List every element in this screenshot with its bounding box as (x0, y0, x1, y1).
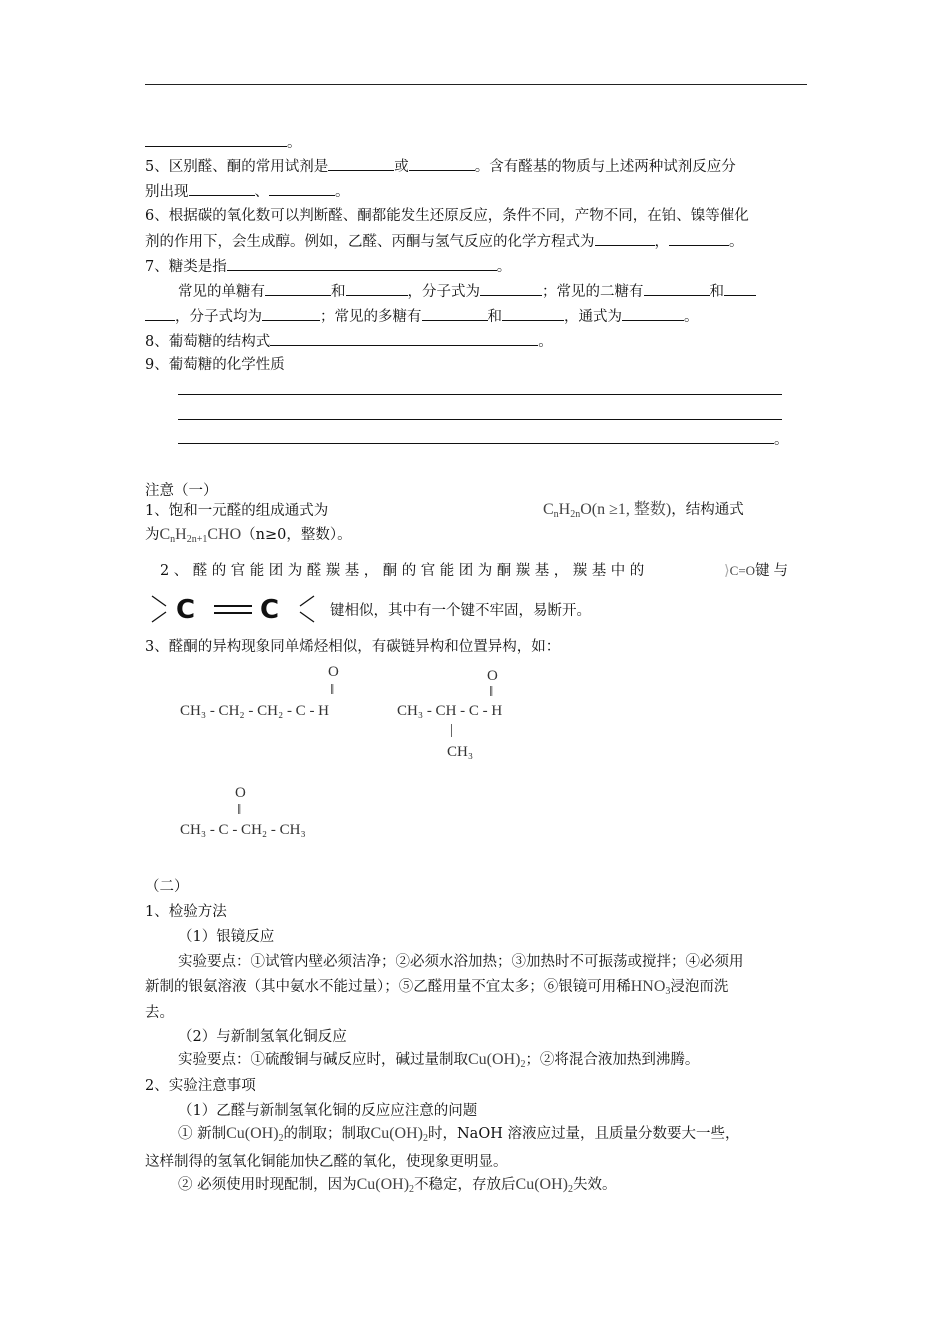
q6-text: 。 (729, 234, 744, 250)
note2-p2 (178, 1050, 699, 1072)
formula-sub: 2n+1 (186, 534, 208, 545)
q7-text: 7、糖类是指 (145, 259, 227, 275)
note-text: 失效。 (572, 1177, 617, 1193)
blank[interactable] (328, 156, 394, 171)
note2-h2-1: （1）乙醛与新制氢氧化铜的反应应注意的问题 (178, 1103, 478, 1119)
q9-text: 。 (774, 432, 789, 448)
q7-text: ；常见的多糖有 (320, 309, 422, 325)
note-text: 浸泡而洗 (670, 979, 729, 995)
q7-text: 。 (684, 309, 699, 325)
note2-p3-line2: 这样制得的氢氧化铜能加快乙醛的氧化，使现象更明显。 (145, 1154, 508, 1170)
q7-text: ，分子式为 (407, 284, 480, 300)
header-rule (145, 84, 807, 85)
q6-text: ， (654, 234, 669, 250)
q5-line1 (145, 156, 736, 177)
q7-text: 。 (496, 259, 512, 275)
formula-cuoh2: Cu(OH) (226, 1125, 279, 1142)
q7-line3 (145, 306, 699, 327)
note-text: （n≥0，整数）。 (241, 527, 352, 543)
note-text: 不稳定，存放后 (414, 1177, 516, 1193)
formula-cuoh2: Cu(OH) (370, 1125, 423, 1142)
formula-general (543, 500, 744, 522)
q8-line (145, 331, 553, 352)
blank[interactable] (178, 429, 774, 444)
blank[interactable] (622, 306, 684, 321)
note2-h1-1: （1）银镜反应 (178, 929, 275, 945)
blank[interactable] (189, 181, 255, 196)
note1-p2-line1 (160, 561, 649, 581)
note2-p1-line1: 实验要点：①试管内壁必须洁净；②必须水浴加热；③加热时不可振荡或搅拌；④必须用 (178, 954, 744, 970)
formula-sub: n (170, 534, 176, 545)
note2-p1-line2 (145, 977, 728, 999)
blank[interactable] (269, 181, 335, 196)
blank[interactable] (178, 405, 782, 420)
blank[interactable] (145, 306, 175, 321)
formula-sub: n (553, 509, 559, 520)
q8-text: 。 (538, 334, 553, 350)
note2-p3-line1 (178, 1124, 739, 1146)
svg-text:C: C (260, 595, 280, 625)
blank[interactable] (262, 306, 320, 321)
q7-line2 (178, 281, 756, 302)
blank[interactable] (346, 281, 408, 296)
q9-line: 9、葡萄糖的化学性质 (145, 357, 285, 373)
note-text: 2、醛的官能团为醛羰基，酮的官能团为酮羰基，羰基中的 (160, 563, 649, 579)
top-fill-line (145, 132, 302, 153)
note-text: 为 (145, 527, 160, 543)
note2-h1: 1、检验方法 (145, 904, 227, 920)
formula-sub: 3 (665, 986, 671, 997)
formula-cuoh2: Cu(OH) (515, 1176, 568, 1193)
q5-text: 别出现 (145, 184, 189, 200)
blank[interactable] (270, 331, 538, 346)
formula-cho: CHO (207, 526, 242, 543)
formula-o: O(n ≥1, 整数) (580, 501, 672, 518)
note1-p2-line2: 键相似，其中有一个键不牢固，易断开。 (330, 603, 591, 619)
note-text: 1、饱和一元醛的组成通式为 (145, 503, 329, 519)
note-text: ① 新制 (178, 1126, 227, 1142)
blank[interactable] (409, 156, 475, 171)
co-bond: ⟩C=O键与 (724, 563, 793, 579)
q5-line2 (145, 181, 350, 202)
note-text: ② 必须使用时现配制，因为 (178, 1177, 357, 1193)
q5-text: 或 (394, 159, 409, 175)
blank[interactable] (480, 281, 542, 296)
blank[interactable] (265, 281, 331, 296)
formula-h: H (175, 526, 187, 543)
note-text: 新制的银氨溶液（其中氨水不能过量）；⑤乙醛用量不宜太多；⑥银镜可用稀 (145, 979, 631, 995)
blank[interactable] (644, 281, 710, 296)
q5-text: 5、区别醛、酮的常用试剂是 (145, 159, 329, 175)
note1-p3: 3、醛酮的异构现象同单烯烃相似，有碳链异构和位置异构，如： (145, 639, 561, 655)
q7-text: ，分子式均为 (175, 309, 262, 325)
q8-text: 8、葡萄糖的结构式 (145, 334, 271, 350)
structure-butanal: CH₃ - CH₂ - CH₂ - C - H (180, 703, 330, 719)
q6-text: 剂的作用下，会生成醇。例如，乙醛、丙酮与氢气反应的化学方程式为 (145, 234, 595, 250)
note1-p1-line1 (145, 501, 328, 521)
double-bond-mark: ‖ (489, 684, 494, 700)
q7-text: 和 (709, 284, 724, 300)
note-text: ；②将混合液加热到沸腾。 (525, 1052, 700, 1068)
blank[interactable] (724, 281, 756, 296)
q7-text: 和 (487, 309, 502, 325)
formula-sub: 2 (520, 1059, 526, 1070)
text: 。 (287, 135, 302, 151)
s1-oxygen: O (328, 664, 339, 680)
formula-c: C (159, 526, 171, 543)
s2-methyl: CH₃ (447, 744, 474, 760)
note2-p1-line3: 去。 (145, 1005, 174, 1021)
blank[interactable] (669, 231, 729, 246)
q5-text: 、 (254, 184, 269, 200)
structure-butanone: CH₃ - C - CH₂ - CH₃ (180, 822, 306, 838)
single-bond-mark: | (450, 722, 454, 738)
note2-title: （二） (145, 879, 189, 895)
formula-c: C (543, 501, 554, 518)
blank[interactable] (502, 306, 564, 321)
formula-sub: 2 (278, 1133, 284, 1144)
q7-text: ，通式为 (564, 309, 622, 325)
note-text: ，结构通式 (671, 502, 744, 518)
cc-double-bond-diagram (148, 590, 328, 628)
note-text: 实验要点：①硫酸铜与碱反应时，碱过量制取 (178, 1052, 468, 1068)
formula-sub: 2 (422, 1133, 428, 1144)
note-text: 键与 (755, 563, 793, 579)
q7-line1 (145, 256, 511, 277)
q7-text: 常见的单糖有 (178, 284, 265, 300)
note-text: 时，NaOH 溶液应过量，且质量分数要大一些， (427, 1126, 740, 1142)
q6-line2 (145, 231, 744, 252)
note2-h1-2: （2）与新制氢氧化铜反应 (178, 1029, 347, 1045)
formula-sub: 2 (567, 1184, 573, 1195)
q5-text: 。含有醛基的物质与上述两种试剂反应分 (474, 159, 736, 175)
s3-oxygen: O (235, 785, 246, 801)
svg-text:C: C (176, 595, 196, 625)
q9-answer-3 (178, 429, 789, 450)
q6-line1: 6、根据碳的氧化数可以判断醛、酮都能发生还原反应，条件不同，产物不同，在铂、镍等催化 (145, 208, 749, 224)
blank[interactable] (422, 306, 488, 321)
formula-cuoh2: Cu(OH) (356, 1176, 410, 1193)
note1-title: 注意（一） (145, 483, 218, 499)
q7-text: 和 (331, 284, 346, 300)
blank[interactable] (145, 132, 287, 147)
formula-cuoh2: Cu(OH) (468, 1051, 521, 1068)
blank[interactable] (227, 256, 497, 271)
formula-h: H (558, 501, 571, 518)
s2-oxygen: O (487, 668, 498, 684)
q9-answer-1 (178, 380, 782, 401)
formula-sub: 2n (570, 509, 581, 520)
note1-p1-line2 (145, 525, 352, 547)
double-bond-mark: ‖ (237, 802, 242, 818)
structure-methylpropanal: CH₃ - CH - C - H (397, 703, 503, 719)
note2-h2: 2、实验注意事项 (145, 1078, 256, 1094)
note2-p4 (178, 1175, 616, 1197)
formula-hno3: HNO (630, 978, 666, 995)
note-text: 的制取；制取 (283, 1126, 371, 1142)
formula-co: C=O (729, 563, 756, 578)
formula-sub: 2 (409, 1184, 415, 1195)
blank[interactable] (178, 380, 782, 395)
double-bond-mark: ‖ (330, 682, 335, 698)
q9-answer-2 (178, 405, 782, 426)
q7-text: ；常见的二糖有 (542, 284, 644, 300)
blank[interactable] (595, 231, 655, 246)
q5-text: 。 (335, 184, 350, 200)
